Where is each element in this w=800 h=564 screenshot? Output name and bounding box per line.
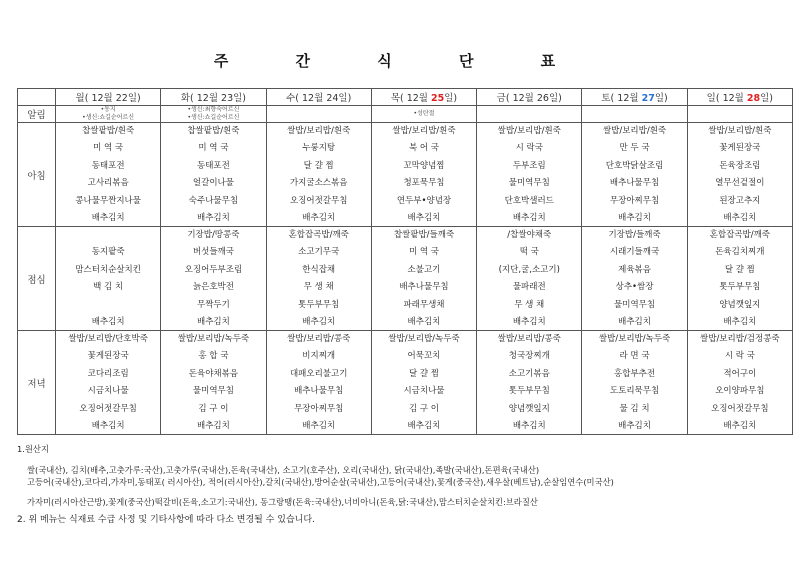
menu-item: 김 구 이 — [198, 403, 229, 414]
menu-item — [56, 299, 160, 311]
menu-item: 쌀밥/보리밥/흰죽 — [602, 126, 667, 136]
menu-item: 배추나물무침 — [294, 386, 344, 397]
menu-item-list — [56, 227, 160, 330]
menu-item: 돈육야채볶음 — [188, 368, 239, 379]
menu-item: 북 어 국 — [408, 143, 439, 154]
menu-item: 떡 국 — [519, 247, 539, 258]
menu-item: 배추김치 — [196, 316, 230, 327]
day-header — [266, 89, 371, 106]
menu-item-list — [582, 227, 686, 330]
day-header-date: 26 — [536, 93, 549, 104]
day-header-date: 27 — [641, 93, 655, 104]
meal-row — [18, 227, 793, 331]
menu-cell — [582, 227, 687, 331]
menu-item-list — [582, 331, 686, 434]
meal-label: 점심 — [18, 227, 56, 331]
day-header-suffix: 일) — [654, 93, 668, 104]
menu-cell — [477, 331, 582, 435]
day-header-prefix: 목( 12월 — [390, 93, 432, 104]
day-header — [161, 89, 266, 106]
menu-item: 얼갈이나물 — [192, 178, 234, 189]
menu-item: 오징어두부조림 — [184, 264, 243, 275]
menu-item: 배추김치 — [618, 420, 651, 431]
menu-item: 양념깻잎지 — [508, 403, 550, 414]
notice-cell — [477, 106, 582, 123]
menu-item: 대패오리불고기 — [289, 368, 348, 379]
menu-item: 배추김치 — [302, 212, 336, 223]
menu-item: 소고기무국 — [298, 247, 340, 258]
menu-cell — [266, 331, 371, 435]
menu-item: 돈육김치찌개 — [715, 247, 765, 258]
menu-item — [56, 229, 160, 241]
menu-item: 배추김치 — [196, 212, 230, 223]
menu-cell — [266, 123, 371, 227]
menu-item: 톳두부무침 — [508, 386, 550, 397]
menu-cell — [371, 123, 476, 227]
menu-item: 달 걀 찜 — [724, 264, 755, 275]
menu-item: 물 김 치 — [619, 403, 650, 414]
menu-item: 미 역 국 — [198, 143, 229, 154]
menu-item: 배추김치 — [723, 420, 757, 431]
menu-item: 동태포전 — [91, 160, 125, 171]
menu-item: 물파래전 — [512, 282, 546, 293]
page-title: 주 간 식 단 표 — [213, 52, 587, 70]
menu-item: 라 면 국 — [619, 351, 650, 362]
notice-cell — [687, 106, 792, 123]
menu-item: 무 생 채 — [514, 299, 545, 310]
day-header-prefix: 수( 12월 — [286, 93, 327, 104]
menu-item: 배추김치 — [618, 212, 651, 223]
menu-item-list — [582, 123, 686, 226]
menu-item: 배추김치 — [723, 212, 757, 223]
day-header — [371, 89, 476, 106]
menu-item: 혼합잡곡밥/깨죽 — [709, 230, 771, 240]
origin-line-3: 가자미(러시아산근방),꽃게(중국산)떡갈비(돈육,소고기:국내산), 동그랑땡(돈육:국내산),너비아니(돈육,닭:국내산),맘스터치순살치킨:브라질산 — [27, 497, 538, 507]
menu-item-list — [688, 227, 792, 330]
menu-cell — [161, 123, 266, 227]
menu-cell — [687, 227, 792, 331]
menu-item: 배추김치 — [407, 420, 441, 431]
menu-item: 소고기볶음 — [508, 368, 550, 379]
menu-item: 시금치나물 — [403, 386, 445, 397]
menu-item: 달 걀 찜 — [408, 368, 439, 379]
day-header — [477, 89, 582, 106]
weekly-menu-table — [17, 88, 793, 435]
menu-item-list — [688, 123, 792, 226]
origin-line-1: 쌀(국내산), 김치(배추,고춧가루:국산),고춧가루(국내산),돈육(국내산), 소고기(호주산), 오리(국내산), 닭(국내산),족발(국내산),돈편육(국내산) — [27, 465, 540, 475]
day-header-date: 25 — [431, 93, 445, 104]
menu-item: 오징어젓갈무침 — [289, 195, 348, 206]
menu-item: 시금치나물 — [87, 386, 129, 397]
day-header-prefix: 금( 12월 — [496, 93, 537, 104]
menu-item: 시래기들깨국 — [609, 247, 660, 258]
meal-label: 저녁 — [18, 331, 56, 435]
day-header-prefix: 토( 12월 — [601, 93, 642, 104]
notice-cell — [266, 106, 371, 123]
notice-cell — [582, 106, 687, 123]
menu-item: 쌀밥/보리밥/흰죽 — [287, 126, 351, 136]
menu-item: 쌀밥/보리밥/녹두죽 — [177, 334, 250, 344]
notice-cell — [371, 106, 476, 123]
menu-cell — [56, 227, 161, 331]
menu-item: 소불고기 — [407, 264, 441, 275]
menu-item: 배추나물무침 — [399, 282, 449, 293]
menu-item: 무짝두기 — [196, 299, 230, 310]
menu-item-list — [477, 227, 581, 330]
menu-item: 물미역무침 — [508, 178, 550, 189]
menu-item: 톳두부무침 — [298, 299, 340, 310]
menu-item: 무장아찌무침 — [609, 195, 660, 206]
menu-cell — [687, 123, 792, 227]
menu-item-list — [161, 123, 265, 226]
menu-item: 오징어젓갈무침 — [711, 403, 769, 414]
menu-item: 찹쌀팥밥/흰죽 — [187, 126, 240, 136]
menu-item: 찹쌀팥밥/흰죽 — [82, 126, 135, 136]
menu-item: 양념깻잎지 — [719, 299, 761, 310]
menu-item: 오이양파무침 — [715, 386, 765, 397]
menu-item: 콩나물무짠지나물 — [75, 195, 141, 206]
day-header-suffix: 일) — [338, 93, 352, 104]
menu-item: 달 걀 찜 — [303, 160, 334, 171]
menu-item: 김 구 이 — [408, 403, 439, 414]
menu-item: 쌀밥/보리밥/검정콩죽 — [700, 334, 780, 344]
menu-item: 배추김치 — [407, 212, 441, 223]
menu-item-list — [372, 331, 476, 434]
menu-item: 배추김치 — [91, 316, 125, 327]
menu-item: 도토리묵무침 — [609, 386, 660, 397]
menu-item: 쌀밥/보리밥/콩죽 — [497, 334, 561, 344]
header-row — [18, 89, 793, 106]
menu-item: 단호박샐러드 — [504, 195, 554, 206]
menu-item: 쌀밥/보리밥/콩죽 — [287, 334, 351, 344]
menu-item: 백 김 치 — [93, 282, 124, 293]
menu-cell — [161, 331, 266, 435]
day-header-date: 22 — [115, 93, 128, 104]
menu-item: 늙은호박전 — [192, 282, 234, 293]
menu-item: 만 두 국 — [619, 143, 650, 154]
day-header — [582, 89, 687, 106]
menu-item: 쌀밥/보리밥/흰죽 — [708, 126, 772, 136]
menu-item: 열무선겉절이 — [715, 178, 765, 189]
menu-item: 배추김치 — [407, 316, 441, 327]
menu-item: /찹쌀야채죽 — [507, 230, 552, 240]
menu-cell — [56, 123, 161, 227]
notice-row-label: 알림 — [18, 106, 56, 123]
menu-item-list — [161, 227, 265, 330]
menu-item: 한식잡채 — [302, 264, 336, 275]
menu-item-list — [267, 123, 371, 226]
origin-heading: 1.원산지 — [17, 444, 49, 454]
menu-item: 꼬막양념찜 — [403, 160, 445, 171]
menu-item: 배추김치 — [512, 316, 546, 327]
menu-item: 동태포전 — [196, 160, 230, 171]
menu-item: 파래무생채 — [403, 299, 445, 310]
menu-item: 기장밥/땅콩죽 — [187, 230, 240, 240]
menu-item-list — [688, 331, 792, 434]
day-header-prefix: 일( 12월 — [706, 93, 747, 104]
menu-item: 청포묵무침 — [403, 178, 445, 189]
menu-item: 홍합부추전 — [614, 368, 656, 379]
menu-item: 혼합잡곡밥/깨죽 — [288, 230, 349, 240]
menu-item: 가지굴소스볶음 — [289, 178, 348, 189]
notice-row — [18, 106, 793, 123]
menu-item: 숙주나물무침 — [188, 195, 239, 206]
menu-item: 쌀밥/보리밥/녹두죽 — [598, 334, 671, 344]
menu-item: 미 역 국 — [408, 247, 439, 258]
menu-item-list — [372, 227, 476, 330]
menu-cell — [371, 227, 476, 331]
menu-item: 물미역무침 — [614, 299, 656, 310]
menu-item: 누룽지탕 — [302, 143, 336, 154]
day-header — [687, 89, 792, 106]
meal-label: 아침 — [18, 123, 56, 227]
menu-cell — [161, 227, 266, 331]
menu-cell — [687, 331, 792, 435]
menu-item: 쌀밥/보리밥/녹두죽 — [388, 334, 460, 344]
day-header-prefix: 화( 12월 — [180, 93, 222, 104]
notice-text: •생신:최향숙어르신 — [187, 106, 240, 113]
notice-text: •동지 — [100, 106, 116, 113]
menu-item-list — [161, 331, 265, 434]
day-header — [56, 89, 161, 106]
menu-cell — [266, 227, 371, 331]
menu-item: 톳두부무침 — [719, 282, 761, 293]
menu-item-list — [56, 331, 160, 434]
menu-item: 배추김치 — [512, 212, 546, 223]
menu-item: 버섯들깨국 — [192, 247, 234, 258]
notice-text: •성탄절 — [413, 110, 435, 117]
menu-item-list — [267, 227, 371, 330]
menu-item: 배추김치 — [196, 420, 230, 431]
menu-cell — [371, 331, 476, 435]
notice-cell — [161, 106, 266, 123]
menu-item: 적어구이 — [723, 368, 757, 379]
menu-item: 상추•쌈장 — [615, 282, 654, 293]
menu-item: 쌀밥/보리밥/단호박죽 — [68, 334, 148, 344]
menu-item: 물미역무침 — [192, 386, 234, 397]
day-header-suffix: 일) — [127, 93, 141, 104]
menu-item: 꽃게된장국 — [719, 143, 761, 154]
menu-cell — [582, 123, 687, 227]
corner-cell — [18, 89, 56, 106]
menu-item: 무 생 채 — [303, 282, 334, 293]
day-header-prefix: 월( 12월 — [75, 93, 116, 104]
menu-item: 시 락 국 — [724, 351, 755, 362]
menu-item: 동지팥죽 — [91, 247, 125, 258]
menu-item: 제육볶음 — [618, 264, 651, 275]
day-header-suffix: 일) — [444, 93, 458, 104]
menu-item: 된장고추지 — [719, 195, 761, 206]
menu-item-list — [477, 123, 581, 226]
day-header-suffix: 일) — [760, 93, 773, 104]
menu-item: 배추김치 — [302, 316, 336, 327]
day-header-date: 28 — [746, 93, 761, 104]
menu-item: 찹쌀팥밥/들깨죽 — [393, 230, 455, 240]
menu-item: 꽃게된장국 — [87, 351, 129, 362]
menu-item-list — [372, 123, 476, 226]
menu-item: 배추나물무침 — [609, 178, 660, 189]
menu-item: 배추김치 — [618, 316, 651, 327]
day-header-suffix: 일) — [233, 93, 247, 104]
menu-item: 무장아찌무침 — [294, 403, 344, 414]
notice-text: •생신:쇼길순어르신 — [82, 114, 135, 121]
menu-item: 쌀밥/보리밥/흰죽 — [392, 126, 456, 136]
menu-item: 배추김치 — [91, 212, 125, 223]
menu-item: 배추김치 — [723, 316, 757, 327]
day-header-date: 24 — [326, 93, 339, 104]
menu-item: 홍 합 국 — [198, 351, 229, 362]
menu-cell — [477, 123, 582, 227]
menu-item: 두부조림 — [512, 160, 546, 171]
menu-item: 고사리볶음 — [87, 178, 129, 189]
day-header-suffix: 일) — [548, 93, 562, 104]
menu-item: 코다리조림 — [87, 368, 129, 379]
menu-item: (지단,굴,소고기) — [498, 264, 560, 275]
change-notice: 2. 위 메뉴는 식재료 수급 사정 및 기타사항에 따라 다소 변경될 수 있습니다. — [17, 515, 315, 525]
menu-item: 배추김치 — [91, 420, 125, 431]
menu-item: 미 역 국 — [93, 143, 124, 154]
menu-item: 배추김치 — [302, 420, 336, 431]
menu-item: 쌀밥/보리밥/흰죽 — [497, 126, 561, 136]
menu-item: 시 락국 — [515, 143, 543, 154]
menu-item-list — [56, 123, 160, 226]
menu-item: 연두부•양념장 — [396, 195, 452, 206]
menu-item-list — [477, 331, 581, 434]
menu-item: 청국장찌개 — [508, 351, 550, 362]
menu-item: 어묵꼬치 — [407, 351, 441, 362]
meal-row — [18, 331, 793, 435]
menu-cell — [582, 331, 687, 435]
day-header-date: 23 — [221, 93, 234, 104]
menu-item-list — [267, 331, 371, 434]
notice-text: •생신:쇼길순어르신 — [187, 114, 240, 121]
menu-cell — [477, 227, 582, 331]
menu-item: 단호박닭살조림 — [605, 160, 664, 171]
menu-item: 기장밥/들깨죽 — [608, 230, 661, 240]
menu-item: 오징어젓갈무침 — [79, 403, 137, 414]
notice-cell — [56, 106, 161, 123]
menu-item: 비지찌개 — [302, 351, 336, 362]
menu-item: 돈육장조림 — [719, 160, 761, 171]
menu-item: 배추김치 — [512, 420, 546, 431]
origin-line-2: 고등어(국내산),코다리,가자미,동태포( 러시아산), 적어(러시아산),갈치(국내산),방어순살(국내산),고등어(국내산),꽃게(중국산),새우살(베트남),순살임연수(미국산) — [27, 477, 614, 487]
menu-item: 맘스터치순살치킨 — [75, 264, 141, 275]
menu-cell — [56, 331, 161, 435]
meal-row — [18, 123, 793, 227]
